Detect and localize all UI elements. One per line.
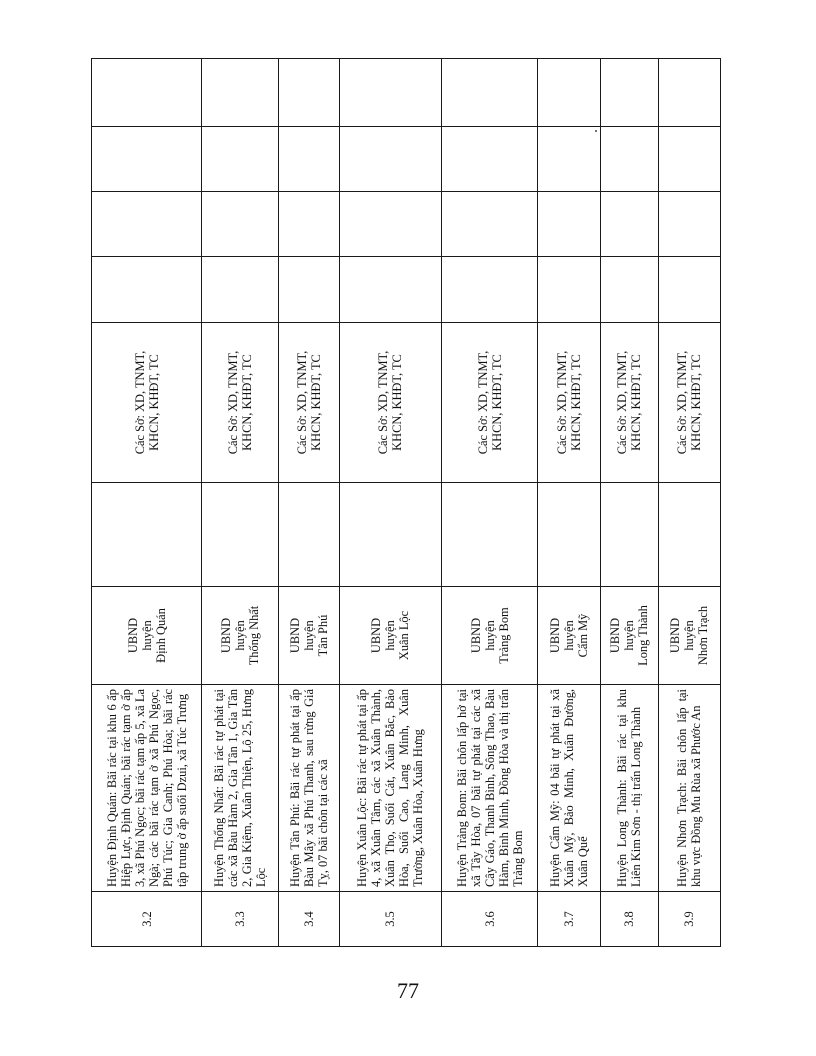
empty-cell [339, 127, 441, 192]
row-number: 3.8 [600, 892, 658, 947]
lead-agency-line: huyện [682, 620, 697, 651]
empty-cell [538, 257, 600, 323]
coordinating-agencies-line: KHCN, KHĐT, TC [689, 354, 704, 451]
empty-cell [658, 127, 720, 192]
empty-cell [339, 483, 441, 587]
coordinating-agencies-line: Các Sở: XD, TNMT, [294, 350, 309, 455]
lead-agency-line: Long Thành [636, 605, 651, 666]
lead-agency-line: UBND [125, 617, 140, 654]
coordinating-agencies-line: KHCN, KHĐT, TC [629, 354, 644, 451]
empty-cell [441, 127, 538, 192]
coordinating-agencies [339, 323, 441, 483]
coordinating-agencies-line: Các Sở: XD, TNMT, [675, 350, 690, 455]
empty-cell [202, 257, 278, 323]
row-number: 3.5 [339, 892, 441, 947]
coordinating-agencies-line: KHCN, KHĐT, TC [489, 354, 504, 451]
empty-cell [339, 59, 441, 127]
task-description: Huyện Xuân Lộc: Bãi rác tự phát tại ấp 4, xã Xuân Tâm, các xã Xuân Thành, Xuân Thọ, Suối Cát, Xuân Bắc, Bảo Hòa, Suối Cao, Lang Minh, Xuân Trường, Xuân Hòa, Xuân Hưng [339, 685, 441, 892]
empty-cell [92, 257, 202, 323]
lead-agency-line: UBND [668, 617, 683, 654]
lead-agency-line: Tân Phú [315, 614, 330, 657]
table-row [92, 59, 202, 947]
coordinating-agencies [278, 323, 339, 483]
coordinating-agencies-line: KHCN, KHĐT, TC [390, 354, 405, 451]
empty-cell [658, 483, 720, 587]
coordinating-agencies [441, 323, 538, 483]
lead-agency-line: huyện [562, 620, 577, 651]
lead-agency-line: huyện [301, 620, 316, 651]
empty-cell [538, 483, 600, 587]
lead-agency-line: huyện [383, 620, 398, 651]
lead-agency [600, 587, 658, 685]
coordinating-agencies-line: Các Sở: XD, TNMT, [132, 350, 147, 455]
lead-agency-line: UBND [369, 617, 384, 654]
empty-cell [441, 192, 538, 257]
coordinating-agencies-line: Các Sở: XD, TNMT, [475, 350, 490, 455]
task-description: Huyện Định Quán: Bãi rác tại khu 6 ấp Hiệp Lực, Định Quán; bãi rác tạm ở ấp 3, xã Phú Ngọc; bãi rác tạm ấp 5, xã La Ngà; các bãi rác tạm ở xã Phú Ngọc, Phú Túc; Gia Canh; Phú Hòa; bãi rác tập trung ở ấp suối Dzui, xã Túc Trưng [92, 685, 202, 892]
lead-agency [538, 587, 600, 685]
lead-agency-line: huyện [232, 620, 247, 651]
rotated-table-container [91, 59, 721, 947]
empty-cell [339, 257, 441, 323]
lead-agency-line: UBND [608, 617, 623, 654]
lead-agency [339, 587, 441, 685]
empty-cell [278, 127, 339, 192]
coordinating-agencies-line: Các Sở: XD, TNMT, [225, 350, 240, 455]
lead-agency-line: UBND [218, 617, 233, 654]
row-number: 3.9 [658, 892, 720, 947]
lead-agency [202, 587, 278, 685]
row-number: 3.3 [202, 892, 278, 947]
coordinating-agencies-line: KHCN, KHĐT, TC [239, 354, 254, 451]
row-number: 3.4 [278, 892, 339, 947]
coordinating-agencies-line: Các Sở: XD, TNMT, [376, 350, 391, 455]
coordinating-agencies [600, 323, 658, 483]
lead-agency-line: huyện [139, 620, 154, 651]
empty-cell [600, 257, 658, 323]
table-row [538, 59, 600, 947]
lead-agency-line: Trảng Bom [496, 607, 511, 664]
empty-cell [538, 59, 600, 127]
empty-cell [202, 59, 278, 127]
lead-agency-line: Thống Nhất [246, 605, 261, 666]
plan-table [91, 58, 721, 947]
lead-agency-line: UBND [548, 617, 563, 654]
table-row [600, 59, 658, 947]
task-description: Huyện Tân Phú: Bãi rác tự phát tại ấp Bàu Mây xã Phú Thanh, sau rừng Giá Tỵ, 07 bãi chôn tại các xã [278, 685, 339, 892]
page-number: 77 [397, 978, 419, 1003]
empty-cell [339, 192, 441, 257]
lead-agency-line: Nhơn Trạch [696, 605, 711, 666]
coordinating-agencies-line: Các Sở: XD, TNMT, [555, 350, 570, 455]
table-row [202, 59, 278, 947]
coordinating-agencies-line: Các Sở: XD, TNMT, [615, 350, 630, 455]
empty-cell [600, 192, 658, 257]
task-description: Huyện Trảng Bom: Bãi chôn lấp hở tại xã Tây Hòa, 07 bãi tự phát tại các xã Cây Gáo, Thanh Bình, Sông Thao, Bàu Hàm, Bình Minh, Đồng Hòa và thị trấn Trảng Bom [441, 685, 538, 892]
lead-agency-line: Cẩm Mỹ [576, 613, 591, 658]
lead-agency [278, 587, 339, 685]
coordinating-agencies-line: KHCN, KHĐT, TC [569, 354, 584, 451]
empty-cell [92, 192, 202, 257]
coordinating-agencies-line: KHCN, KHĐT, TC [308, 354, 323, 451]
lead-agency-line: UBND [468, 617, 483, 654]
coordinating-agencies [658, 323, 720, 483]
table-row [441, 59, 538, 947]
empty-cell [441, 257, 538, 323]
empty-cell [658, 257, 720, 323]
lead-agency [658, 587, 720, 685]
empty-cell [441, 483, 538, 587]
lead-agency [92, 587, 202, 685]
lead-agency-line: huyện [482, 620, 497, 651]
coordinating-agencies-line: KHCN, KHĐT, TC [146, 354, 161, 451]
task-description: Huyện Nhơn Trạch: Bãi chôn lấp tại khu vực Đồng Mu Rùa xã Phước An [658, 685, 720, 892]
empty-cell [658, 59, 720, 127]
empty-cell [278, 257, 339, 323]
table-row [339, 59, 441, 947]
table-body [92, 59, 721, 947]
empty-cell [202, 192, 278, 257]
empty-cell [538, 192, 600, 257]
lead-agency [441, 587, 538, 685]
row-number: 3.7 [538, 892, 600, 947]
empty-cell [92, 483, 202, 587]
empty-cell [92, 59, 202, 127]
empty-cell [441, 59, 538, 127]
lead-agency-line: huyện [622, 620, 637, 651]
coordinating-agencies [92, 323, 202, 483]
lead-agency-line: Định Quán [153, 608, 168, 663]
empty-cell [278, 59, 339, 127]
coordinating-agencies [538, 323, 600, 483]
task-description: Huyện Long Thành: Bãi rác tại khu Liên Kim Sơn - thị trấn Long Thành [600, 685, 658, 892]
task-description: Huyện Thống Nhất: Bãi rác tự phát tại các xã Bàu Hàm 2, Gia Tân 1, Gia Tân 2, Gia Kiệm, Xuân Thiện, Lộ 25, Hưng Lộc [202, 685, 278, 892]
coordinating-agencies [202, 323, 278, 483]
row-number: 3.6 [441, 892, 538, 947]
task-description: Huyện Cẩm Mỹ: 04 bãi tự phát tại xã Xuân Mỹ, Bảo Minh, Xuân Đường, Xuân Quế [538, 685, 600, 892]
empty-cell [92, 127, 202, 192]
empty-cell [600, 127, 658, 192]
empty-cell [600, 483, 658, 587]
lead-agency-line: Xuân Lộc [397, 610, 412, 661]
empty-cell [202, 483, 278, 587]
empty-cell [278, 483, 339, 587]
lead-agency-line: UBND [287, 617, 302, 654]
table-row [278, 59, 339, 947]
row-number: 3.2 [92, 892, 202, 947]
empty-cell [538, 127, 600, 192]
empty-cell [600, 59, 658, 127]
table-row [658, 59, 720, 947]
empty-cell [202, 127, 278, 192]
empty-cell [658, 192, 720, 257]
scan-speck [595, 130, 597, 132]
empty-cell [278, 192, 339, 257]
